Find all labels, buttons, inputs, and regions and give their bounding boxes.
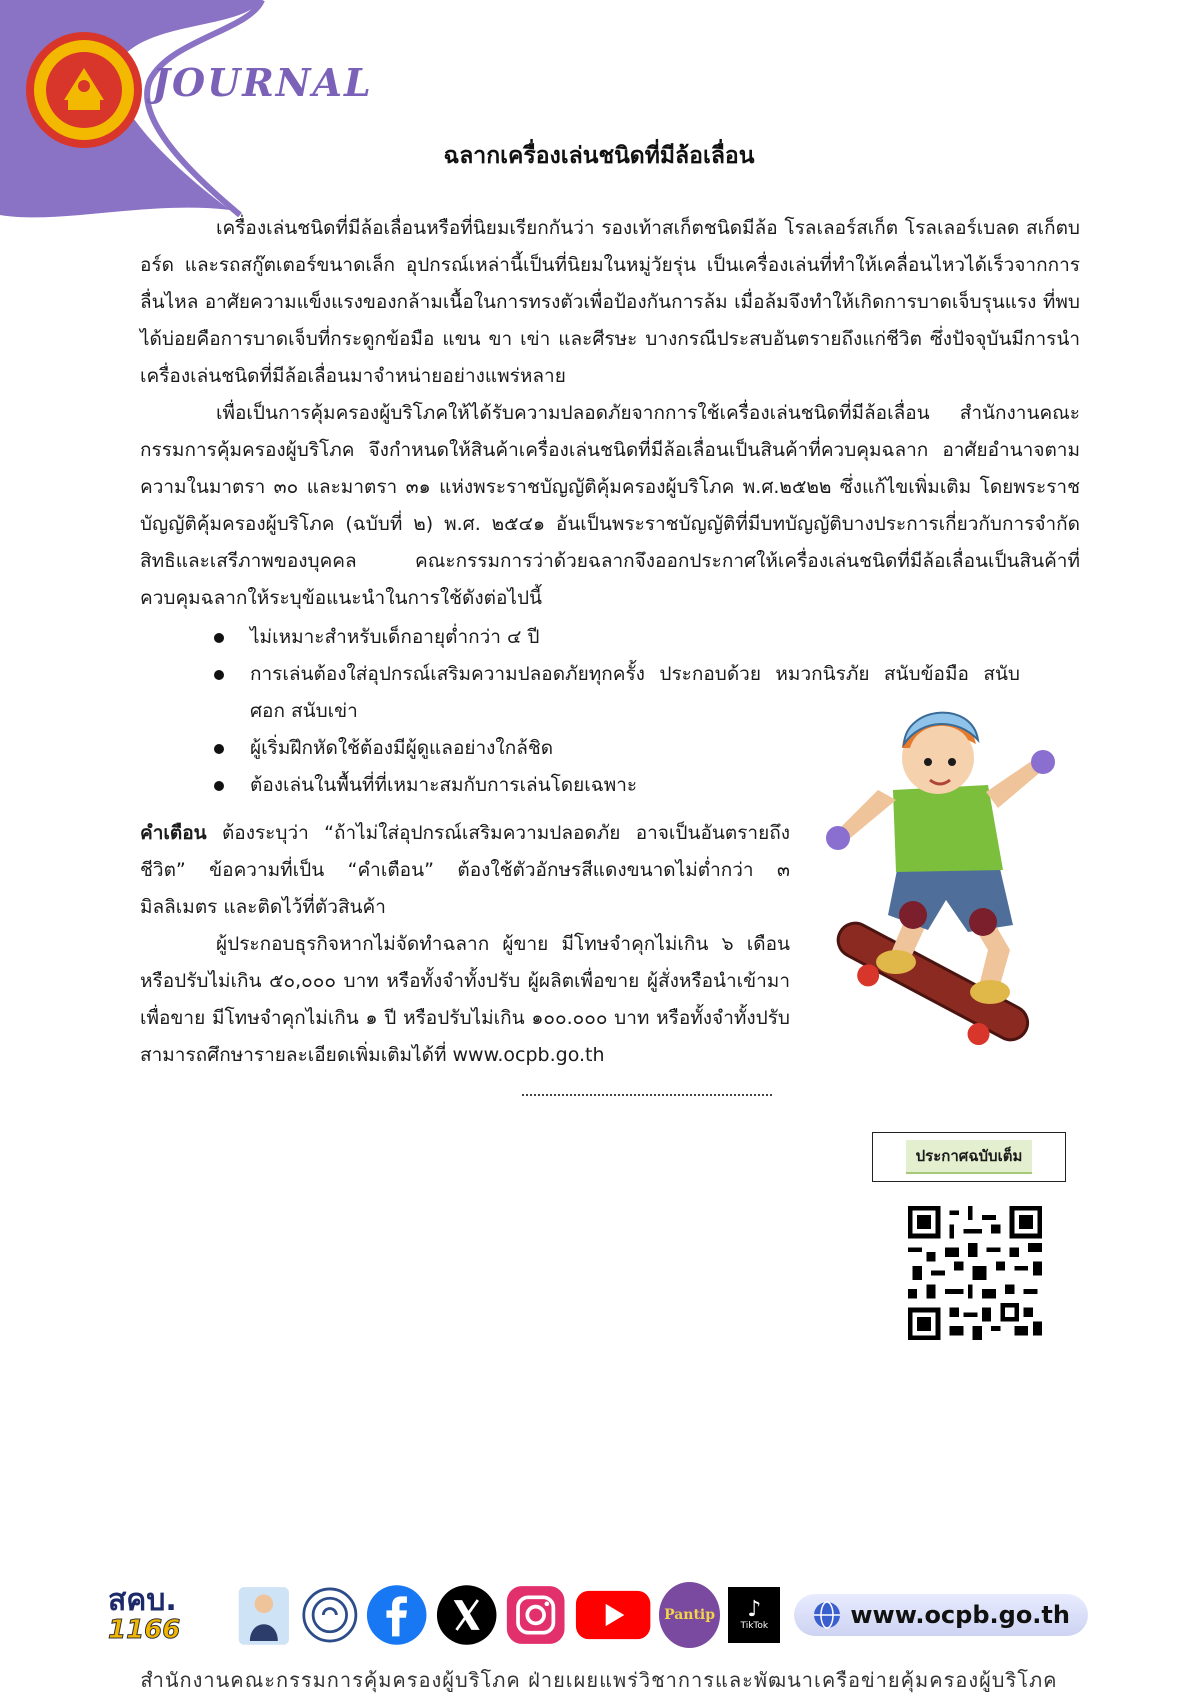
skateboarder-illustration	[818, 700, 1098, 1070]
footer-social-bar	[108, 1575, 1088, 1655]
intro-paragraph: เครื่องเล่นชนิดที่มีล้อเลื่อนหรือที่นิยมเรียกกันว่า รองเท้าสเก็ตชนิดมีล้อ โรลเลอร์สเก็ต โรลเลอร์เบลด สเก็ตบอร์ด และรถสกู๊ตเตอร์ขนาดเล็ก อุปกรณ์เหล่านี้เป็นที่นิยมในหมู่วัยรุ่น เป็นเครื่องเล่นที่ทำให้เคลื่อนไหวได้เร็วจากการลื่นไหล อาศัยความแข็งแรงของกล้ามเนื้อในการทรงตัวเพื่อป้องกันการล้ม เมื่อล้มจึงทำให้เกิดการบาดเจ็บรุนแรง ที่พบได้บ่อยคือการบาดเจ็บที่กระดูกข้อมือ แขน ขา เข่า และศีรษะ บางกรณีประสบอันตรายถึงแก่ชีวิต ซึ่งปัจจุบันมีการนำเครื่องเล่นชนิดที่มีล้อเลื่อนมาจำหน่ายอย่างแพร่หลาย	[140, 217, 1080, 387]
list-item: การเล่นต้องใส่อุปกรณ์เสริมความปลอดภัยทุกครั้ง ประกอบด้วย หมวกนิรภัย สนับข้อมือ สนับศอก สนับเข่า	[214, 656, 1020, 730]
penalty-paragraph: ผู้ประกอบธุรกิจหากไม่จัดทำฉลาก ผู้ขาย มีโทษจำคุกไม่เกิน ๖ เดือน หรือปรับไม่เกิน ๕๐,๐๐๐ บาท หรือทั้งจำทั้งปรับ ผู้ผลิตเพื่อขาย ผู้สั่งหรือนำเข้ามาเพื่อขาย มีโทษจำคุกไม่เกิน ๑ ปี หรือปรับไม่เกิน ๑๐๐.๐๐๐ บาท หรือทั้งจำทั้งปรับ สามารถศึกษารายละเอียดเพิ่มเติมได้ที่ www.ocpb.go.th	[140, 933, 790, 1066]
hotline-number: 1166	[108, 1615, 181, 1645]
warning-paragraph	[140, 815, 790, 926]
list-item: ต้องเล่นในพื้นที่ที่เหมาะสมกับการเล่นโดยเฉพาะ	[214, 767, 1194, 804]
full-announcement-link[interactable]	[872, 1132, 1066, 1182]
pantip-icon[interactable]	[659, 1582, 720, 1648]
x-icon[interactable]	[436, 1582, 497, 1648]
facebook-icon[interactable]	[366, 1582, 427, 1648]
hotline-badge[interactable]	[108, 1583, 227, 1645]
qr-code[interactable]	[908, 1206, 1042, 1340]
full-announcement-label: ประกาศฉบับเต็ม	[906, 1140, 1033, 1174]
warning-text: ต้องระบุว่า “ถ้าไม่ใส่อุปกรณ์เสริมความปลอดภัย อาจเป็นอันตรายถึงชีวิต” ข้อความที่เป็น “คำเตือน” ต้องใช้ตัวอักษรสีแดงขนาดไม่ต่ำกว่า ๓ มิลลิเมตร และติดไว้ที่ตัวสินค้า	[140, 822, 790, 918]
warning-label: คำเตือน	[140, 822, 207, 844]
journal-wordmark: JOURNAL	[152, 60, 373, 105]
ocpb-logo-icon[interactable]	[301, 1584, 359, 1646]
tiktok-label: TikTok	[740, 1621, 769, 1631]
website-url: www.ocpb.go.th	[850, 1601, 1070, 1629]
youtube-icon[interactable]	[575, 1585, 651, 1645]
footer-caption: สำนักงานคณะกรรมการคุ้มครองผู้บริโภค ฝ่ายเผยแพร่วิชาการและพัฒนาเครือข่ายคุ้มครองผู้บริโภค	[140, 1668, 1058, 1692]
hotline-name: สคบ.	[108, 1583, 177, 1618]
regulation-paragraph: เพื่อเป็นการคุ้มครองผู้บริโภคให้ได้รับความปลอดภัยจากการใช้เครื่องเล่นชนิดที่มีล้อเลื่อน สำนักงานคณะกรรมการคุ้มครองผู้บริโภค จึงกำหนดให้สินค้าเครื่องเล่นชนิดที่มีล้อเลื่อนเป็นสินค้าที่ควบคุมฉลาก อาศัยอำนาจตามความในมาตรา ๓๐ และมาตรา ๓๑ แห่งพระราชบัญญัติคุ้มครองผู้บริโภค พ.ศ.๒๕๒๒ ซึ่งแก้ไขเพิ่มเติม โดยพระราชบัญญัติคุ้มครองผู้บริโภค (ฉบับที่ ๒) พ.ศ. ๒๕๔๑ อันเป็นพระราชบัญญัติที่มีบทบัญญัติบางประการเกี่ยวกับการจำกัดสิทธิและเสรีภาพของบุคคล คณะกรรมการว่าด้วยฉลากจึงออกประกาศให้เครื่องเล่นชนิดที่มีล้อเลื่อนเป็นสินค้าที่ควบคุมฉลากให้ระบุข้อแนะนำในการใช้ดังต่อไปนี้	[140, 402, 1080, 609]
warning-and-penalty-section	[140, 815, 790, 1074]
list-item: ผู้เริ่มฝึกหัดใช้ต้องมีผู้ดูแลอย่างใกล้ชิด	[214, 730, 1194, 767]
officer-mascot-icon	[235, 1579, 293, 1651]
tiktok-icon[interactable]: ♪ TikTok	[728, 1587, 780, 1643]
document-title: ฉลากเครื่องเล่นชนิดที่มีล้อเลื่อน	[443, 143, 755, 169]
website-link[interactable]	[794, 1594, 1088, 1636]
ocpb-seal-logo	[24, 30, 144, 150]
list-item: ไม่เหมาะสำหรับเด็กอายุต่ำกว่า ๔ ปี	[214, 619, 1194, 656]
dotted-divider	[522, 1094, 772, 1096]
pantip-label: Pantip	[664, 1607, 716, 1623]
globe-icon	[812, 1600, 842, 1630]
instagram-icon[interactable]	[505, 1582, 566, 1648]
